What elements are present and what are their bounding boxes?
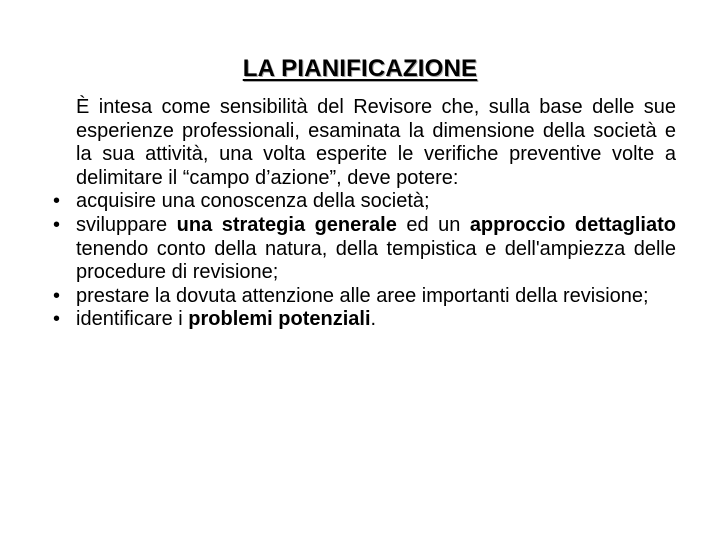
bullet-text: acquisire una conoscenza della società; xyxy=(76,190,430,213)
bullet-dot-icon: • xyxy=(53,190,61,213)
bullet-dot-icon: • xyxy=(53,308,61,331)
bullet-text: sviluppare xyxy=(76,213,177,236)
bullet-dot-icon: • xyxy=(53,213,61,236)
bullet-item xyxy=(50,190,676,214)
slide-title: LA PIANIFICAZIONE xyxy=(242,55,478,82)
bullet-text: identificare i xyxy=(76,308,189,331)
bullet-text: ed un xyxy=(396,213,470,236)
bullet-item xyxy=(50,214,676,285)
bullet-text: . xyxy=(370,308,377,331)
bullet-text: tenendo conto della natura, della tempistica e dell'ampiezza delle procedure di revisione; xyxy=(76,237,676,284)
bullet-text: prestare la dovuta attenzione alle aree importanti della revisione; xyxy=(76,284,649,307)
bullet-text-bold: approccio dettagliato xyxy=(469,213,676,236)
bullet-item xyxy=(50,308,676,332)
bullet-list xyxy=(50,190,676,332)
slide-body xyxy=(50,96,676,332)
bullet-dot-icon: • xyxy=(53,284,61,307)
bullet-text-bold: una strategia generale xyxy=(176,213,397,236)
bullet-item xyxy=(50,285,676,309)
bullet-text-bold: problemi potenziali xyxy=(188,308,371,331)
intro-paragraph: È intesa come sensibilità del Revisore che, sulla base delle sue esperienze professionali, esaminata la dimensione della società e la sua attività, una volta esperite le verifiche preventive volte a delimitare il “campo d’azione”, deve potere: xyxy=(76,96,676,189)
